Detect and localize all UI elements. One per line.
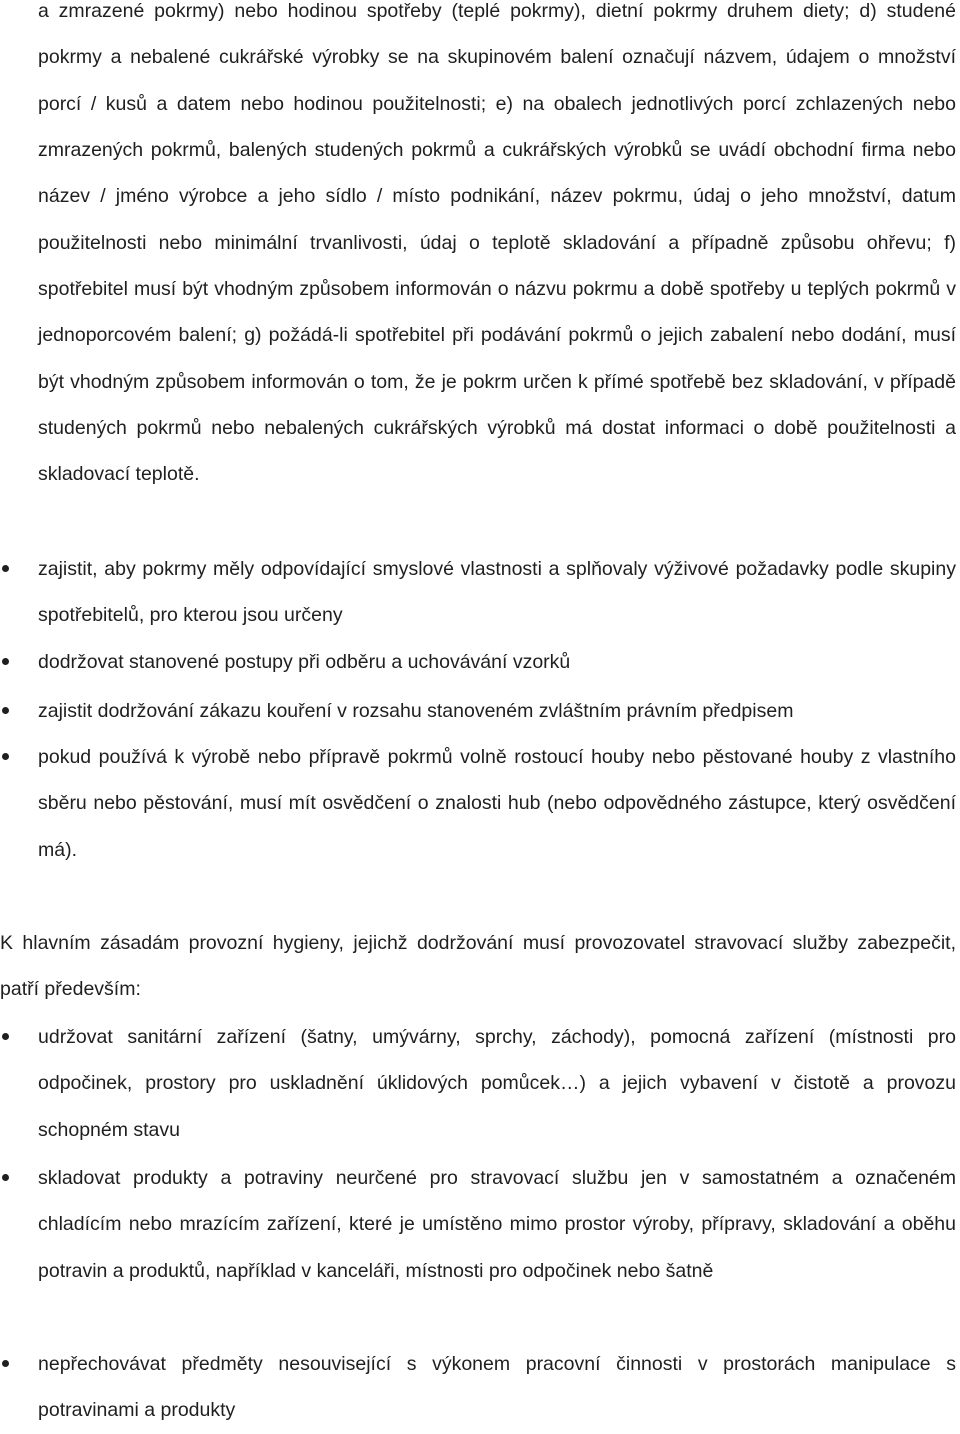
bullet-icon xyxy=(2,1033,9,1040)
list-item-text: skladovat produkty a potraviny neurčené pro stravovací službu jen v samostatném a označeném chladícím nebo mrazícím zařízení, které je umístěno mimo prostor výroby, přípravy, skladování a oběhu potravin a produktů, například v kanceláři, místnosti pro odpočinek nebo šatně xyxy=(38,1167,956,1282)
list-item-text: dodržovat stanovené postupy při odběru a uchovávání vzorků xyxy=(38,651,571,673)
bullet-icon xyxy=(2,1360,9,1367)
list-item-text: nepřechovávat předměty nesouvisející s výkonem pracovní činnosti v prostorách manipulace s potravinami a produkty xyxy=(38,1353,956,1422)
bullet-icon xyxy=(2,707,9,714)
list-item-text: udržovat sanitární zařízení (šatny, umývárny, sprchy, záchody), pomocná zařízení (místnosti pro odpočinek, prostory pro uskladnění úklidových pomůcek…) a jejich vybavení v čistotě a provozu schopném stavu xyxy=(38,1026,956,1141)
bullet-icon xyxy=(2,1174,9,1181)
bullet-icon xyxy=(2,753,9,760)
continuation-paragraph: a zmrazené pokrmy) nebo hodinou spotřeby (teplé pokrmy), dietní pokrmy druhem diety; d) studené pokrmy a nebalené cukrářské výrobky se na skupinovém balení označují názvem, údajem o množství porcí / kusů a datem nebo hodinou použitelnosti; e) na obalech jednotlivých porcí zchlazených nebo zmrazených pokrmů, balených studených pokrmů a cukrářských výrobků se uvádí obchodní firma nebo název / jméno výrobce a jeho sídlo / místo podnikání, název pokrmu, údaj o jeho množství, datum použitelnosti nebo minimální trvanlivosti, údaj o teplotě skladování a případně způsobu ohřevu; f) spotřebitel musí být vhodným způsobem informován o názvu pokrmu a době spotřeby u teplých pokrmů v jednoporcovém balení; g) požádá-li spotřebitel při podávání pokrmů o jejich zabalení nebo dodání, musí být vhodným způsobem informován o tom, že je pokrm určen k přímé spotřebě bez skladování, v případě studených pokrmů nebo nebalených cukrářských výrobků má dostat informaci o době použitelnosti a skladovací teplotě. xyxy=(38,0,956,486)
list-item-text: zajistit, aby pokrmy měly odpovídající smyslové vlastnosti a splňovaly výživové požadavky podle skupiny spotřebitelů, pro kterou jsou určeny xyxy=(38,558,956,627)
list-item-text: pokud používá k výrobě nebo přípravě pokrmů volně rostoucí houby nebo pěstované houby z vlastního sběru nebo pěstování, musí mít osvědčení o znalosti hub (nebo odpovědného zástupce, který osvědčení má). xyxy=(38,746,956,861)
bullet-icon xyxy=(2,658,9,665)
bullet-icon xyxy=(2,565,9,572)
list-item-text: zajistit dodržování zákazu kouření v rozsahu stanoveném zvláštním právním předpisem xyxy=(38,700,794,722)
intro-paragraph: K hlavním zásadám provozní hygieny, jejichž dodržování musí provozovatel stravovací služby zabezpečit, patří především: xyxy=(0,932,956,1001)
